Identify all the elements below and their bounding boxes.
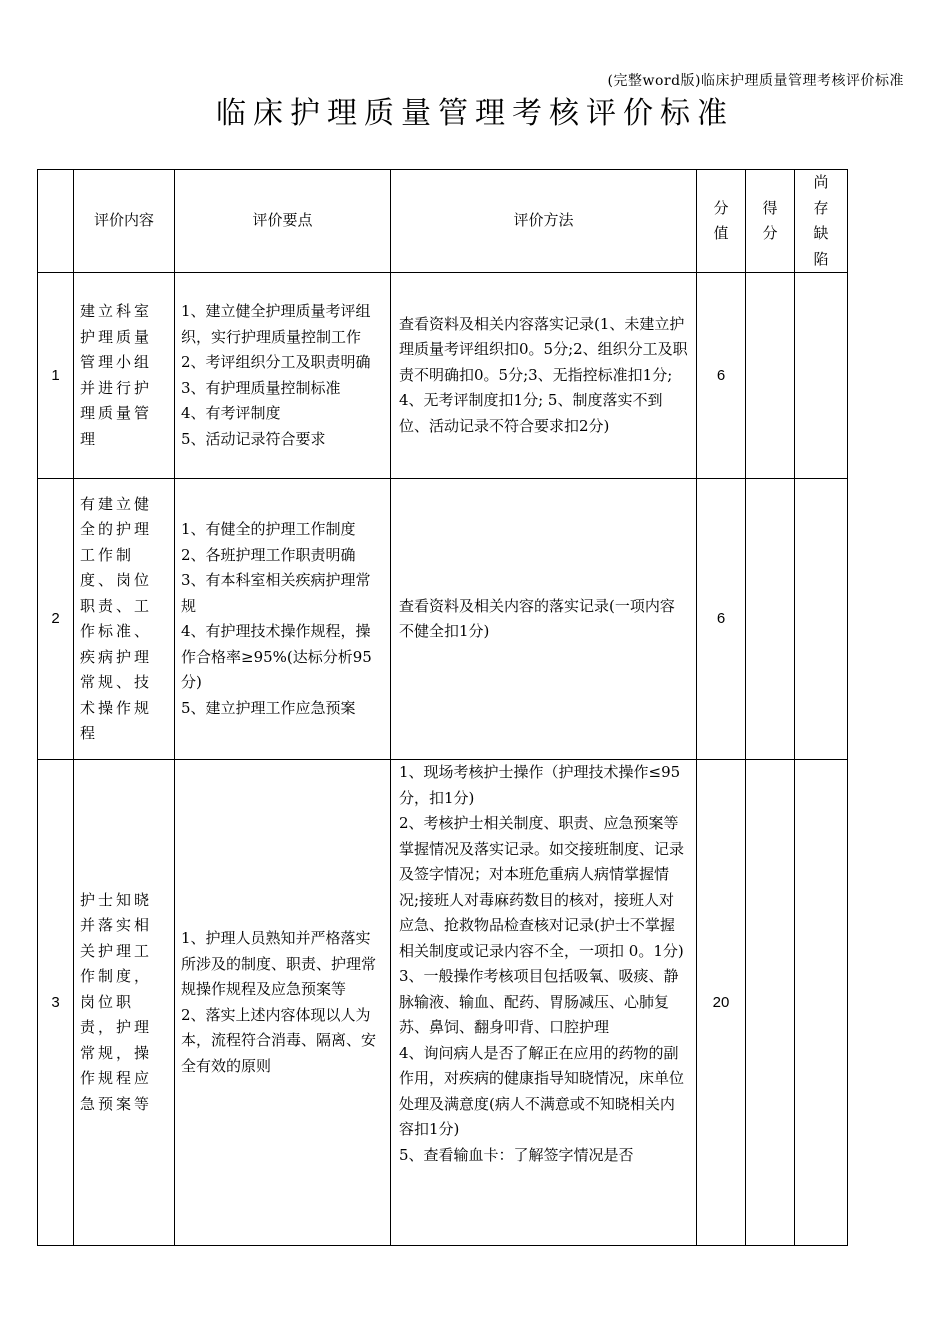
row-number: 1	[38, 273, 74, 479]
evaluation-table	[37, 169, 848, 1246]
row-score: 20	[697, 760, 746, 1246]
header-content: 评价内容	[74, 170, 175, 273]
header-missing: 尚 存 缺 陷	[795, 170, 848, 273]
page-title: 临床护理质量管理考核评价标准	[216, 96, 734, 131]
row-missing	[795, 273, 848, 479]
document-header: (完整word版)临床护理质量管理考核评价标准	[607, 73, 904, 89]
row-score: 6	[697, 273, 746, 479]
row-points: 1、建立健全护理质量考评组织，实行护理质量控制工作 2、考评组织分工及职责明确 3、有护理质量控制标准 4、有考评制度 5、活动记录符合要求	[175, 273, 391, 479]
header-method: 评价方法	[391, 170, 697, 273]
row-missing	[795, 760, 848, 1246]
row-content: 有建立健全的护理工作制度、岗位职责、工作标准、疾病护理常规、技术操作规程	[74, 479, 175, 760]
header-score: 分 值	[697, 170, 746, 273]
row-content: 建立科室护理质量管理小组并进行护理质量管理	[74, 273, 175, 479]
row-got	[746, 479, 795, 760]
row-missing	[795, 479, 848, 760]
row-points: 1、护理人员熟知并严格落实所涉及的制度、职责、护理常规操作规程及应急预案等 2、落实上述内容体现以人为本，流程符合消毒、隔离、安全有效的原则	[175, 760, 391, 1246]
row-points: 1、有健全的护理工作制度 2、各班护理工作职责明确 3、有本科室相关疾病护理常规 4、有护理技术操作规程，操作合格率≥95%(达标分析95分) 5、建立护理工作应急预案	[175, 479, 391, 760]
row-got	[746, 273, 795, 479]
table-row	[38, 273, 848, 479]
row-method: 查看资料及相关内容落实记录(1、未建立护理质量考评组织扣0。5分;2、组织分工及职责不明确扣0。5分;3、无指控标准扣1分; 4、无考评制度扣1分; 5、制度落实不到位、活动记录不符合要求扣2分)	[391, 273, 697, 479]
header-index	[38, 170, 74, 273]
row-method: 1、现场考核护士操作（护理技术操作≤95分，扣1分) 2、考核护士相关制度、职责、应急预案等掌握情况及落实记录。如交接班制度、记录及签字情况；对本班危重病人病情掌握情况;接班人对毒麻药数目的核对，接班人对应急、抢救物品检查核对记录(护士不掌握相关制度或记录内容不全，一项扣 0。1分) 3、一般操作考核项目包括吸氧、吸痰、静脉输液、输血、配药、胃肠减压、心肺复苏、鼻饲、翻身叩背、口腔护理 4、询问病人是否了解正在应用的药物的副作用，对疾病的健康指导知晓情况，床单位处理及满意度(病人不满意或不知晓相关内容扣1分) 5、查看输血卡：了解签字情况是否	[391, 760, 697, 1246]
row-score: 6	[697, 479, 746, 760]
row-got	[746, 760, 795, 1246]
row-method: 查看资料及相关内容的落实记录(一项内容不健全扣1分)	[391, 479, 697, 760]
row-number: 3	[38, 760, 74, 1246]
header-got: 得 分	[746, 170, 795, 273]
row-content: 护士知晓并落实相关护理工作制度，岗位职责，护理常规，操作规程应急预案等	[74, 760, 175, 1246]
table-header-row	[38, 170, 848, 273]
table-row	[38, 479, 848, 760]
row-number: 2	[38, 479, 74, 760]
table-row	[38, 760, 848, 1246]
header-points: 评价要点	[175, 170, 391, 273]
